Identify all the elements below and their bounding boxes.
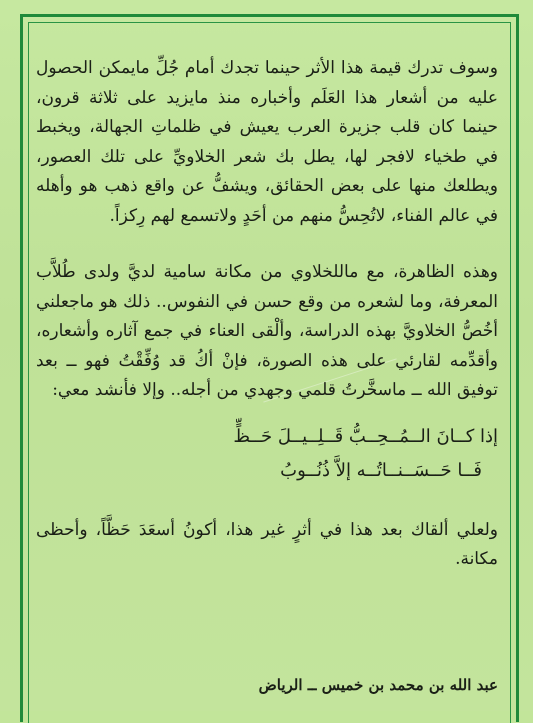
poetry-verse (36, 420, 498, 488)
paragraph-1: وسوف تدرك قيمة هذا الأثر حينما تجدك أمام جُلِّ مايمكن الحصول عليه من أشعار هذا العَلَم وأخباره منذ مايزيد على ثلاثة قرون، حينما كان قلب جزيرة العرب يعيش في ظلماتِ الجهالة، ويخبط في طخياء لافجر لها، يطل بك شعر الخلاويِّ على تلك العصور، ويطلعك منها على بعض الحقائق، ويشفُّ عن واقع ذهب هو وأهله في عالم الفناء، لاتُحِسُّ منهم من أحَدٍ ولاتسمع لهم رِكزاً. (36, 58, 498, 226)
verse-line-2: فَــا حَــسَــنــاتُــه إلاَّ ذُنُــوبُ (280, 459, 482, 481)
verse-line-1: إذا كــانَ الــمُــحِــبُّ قَــلِــيــلَ حَــظٍّ (233, 425, 498, 447)
paragraph-2: وهذه الظاهرة، مع ماللخلاوي من مكانة سامية لديَّ ولدى طُلاَّب المعرفة، وما لشعره من وقع حسن في النفوس.. ذلك هو ماجعلني أخُصُّ الخلاويَّ بهذه الدراسة، وألْقى العناء في جمع آثاره وأشعاره، وأقدِّمه لقارئي على هذه الصورة، فإنْ أكُ قد وُفِّقْتُ فهو ــ بعد توفيق الله ــ ماسخَّرتُ قلمي وجهدي من أجله.. وإلا فأنشد معي: (36, 262, 498, 400)
author-signature: عبد الله بن محمد بن خميس ــ الرياض (258, 676, 498, 694)
closing-paragraph: ولعلي ألقاك بعد هذا في أثرٍ غير هذا، أكونُ أسعَدَ حَظَّاً، وأحظى مكانة. (36, 519, 498, 569)
page-body-text (36, 54, 498, 602)
